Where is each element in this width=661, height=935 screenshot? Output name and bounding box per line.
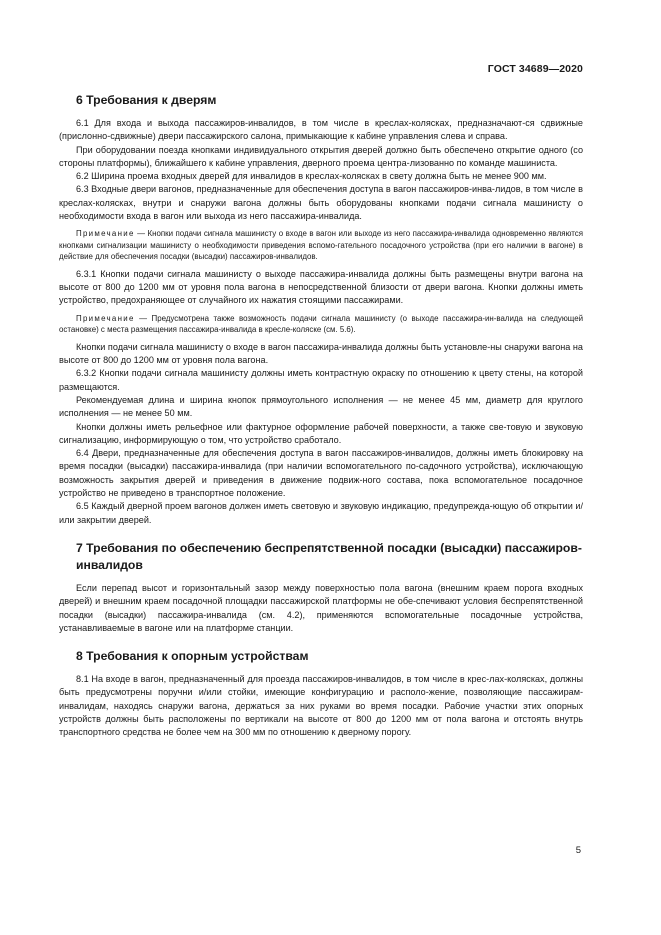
paragraph-6-4: 6.4 Двери, предназначенные для обеспечения доступа в вагон пассажиров-инвалидов, должны иметь блокировку на время посадки (высадки) пассажира-инвалида (при наличии вспомогательного по-садочного устройства), исключающую возможность закрытия дверей и приведения в движение подвиж-ного состава, пока вспомогательное посадочное устройство не приведено в транспортное положение. xyxy=(59,448,583,499)
page-number: 5 xyxy=(575,845,581,856)
section-8-heading: 8 Требования к опорным устройствам xyxy=(76,649,309,664)
page-content xyxy=(59,92,583,740)
note-text: — Предусмотрена также возможность подачи сигнала машинисту (о выходе пассажира-ин-валида на следующей остановке) с места размещения пассажира-инвалида в кресле-коляске (см. 5.6). xyxy=(59,313,583,335)
paragraph-6-3-2: 6.3.2 Кнопки подачи сигнала машинисту должны иметь контрастную окраску по отношению к цвету стены, на которой размещаются. xyxy=(59,368,583,392)
note-6-3-1 xyxy=(59,313,583,336)
paragraph-6-3-1: 6.3.1 Кнопки подачи сигнала машинисту о выходе пассажира-инвалида должны быть размещены внутри вагона на высоте от 800 до 1200 мм от уровня пола вагона в непосредственной близости от двери вагона. Кнопки должны иметь устройство, предохраняющее от случайного их нажатия стоящими пассажирами. xyxy=(59,268,583,306)
note-label: Примечание xyxy=(76,229,135,239)
section-6-heading: 6 Требования к дверям xyxy=(76,93,217,107)
note-label: Примечание xyxy=(76,313,135,323)
paragraph-6-2: 6.2 Ширина проема входных дверей для инвалидов в креслах-колясках в свету должна быть не менее 900 мм. xyxy=(76,171,547,182)
paragraph-6-3: 6.3 Входные двери вагонов, предназначенные для обеспечения доступа в вагон пассажиров-инва-лидов, в том числе в креслах-колясках, внутри и снаружи вагона должны быть оборудованы кнопками подачи сигнала машинисту о необходимости входа в вагон или выхода из него пассажира-инвалида. xyxy=(59,184,583,222)
paragraph-6-3-1-b: Кнопки подачи сигнала машинисту о входе в вагон пассажира-инвалида должны быть установле-ны снаружи вагона на высоте от 800 до 1200 мм от уровня пола вагона. xyxy=(59,341,583,366)
standard-code: ГОСТ 34689—2020 xyxy=(487,63,583,75)
paragraph-8-1: 8.1 На входе в вагон, предназначенный для проезда пассажиров-инвалидов, в том числе в крес-лах-колясках, должны быть предусмотрены поручни и/или стойки, имеющие конфигурацию и располо-жение, позволяющие пассажирам-инвалидам, находясь снаружи вагона, держаться за них руками во время посадки. Рабочие участки этих опорных устройств должны быть расположены по вертикали на высоте от 800 до 1200 мм от пола вагона и отстоять внутрь транспортного средства не более чем на 300 мм по отношению к дверному порогу. xyxy=(59,674,583,738)
paragraph-6-3-2-c: Кнопки должны иметь рельефное или фактурное оформление рабочей поверхности, а также све-товую и звуковую сигнализацию, информирующую о том, что устройство сработало. xyxy=(59,421,583,445)
paragraph-6-5: 6.5 Каждый дверной проем вагонов должен иметь световую и звуковую индикацию, предупрежда-ющую об открытии и/или закрытии дверей. xyxy=(59,501,583,525)
note-6-3 xyxy=(59,228,583,263)
note-text: — Кнопки подачи сигнала машинисту о входе в вагон или выходе из него пассажира-инвалида одновременно являются кнопками сигнализации машинисту о необходимости приведения вспомо-гательного посадочного устройства (при его наличии в вагоне) в действие для обеспечения посадки (высадки) пассажиров-инвалидов. xyxy=(59,229,583,262)
paragraph-7: Если перепад высот и горизонтальный зазор между поверхностью пола вагона (внешним краем порога входных дверей) и внешним краем посадочной площадки пассажирской платформы не обе-спечивают условия беспрепятственной посадки (высадки) пассажира-инвалида (см. 4.2), применяются вспомогательные посадочные устройства, устанавливаемые в вагоне или на платформе станции. xyxy=(59,582,583,633)
paragraph-6-1-b: При оборудовании поезда кнопками индивидуального открытия дверей должно быть обеспечено открытие одного (со стороны платформы), ближайшего к кабине управления, дверного проема центра-лизованно по команде машиниста. xyxy=(59,144,583,168)
paragraph-6-3-2-b: Рекомендуемая длина и ширина кнопок прямоугольного исполнения — не менее 45 мм, диаметр для круглого исполнения — не менее 50 мм. xyxy=(59,394,583,419)
section-7-heading: 7 Требования по обеспечению беспрепятственной посадки (высадки) пассажиров-инвалидов xyxy=(76,540,582,572)
paragraph-6-1: 6.1 Для входа и выхода пассажиров-инвалидов, в том числе в креслах-колясках, предназначают-ся сдвижные (прислонно-сдвижные) двери пассажирского салона, примыкающие к кабине управления слева и справа. xyxy=(59,118,583,142)
